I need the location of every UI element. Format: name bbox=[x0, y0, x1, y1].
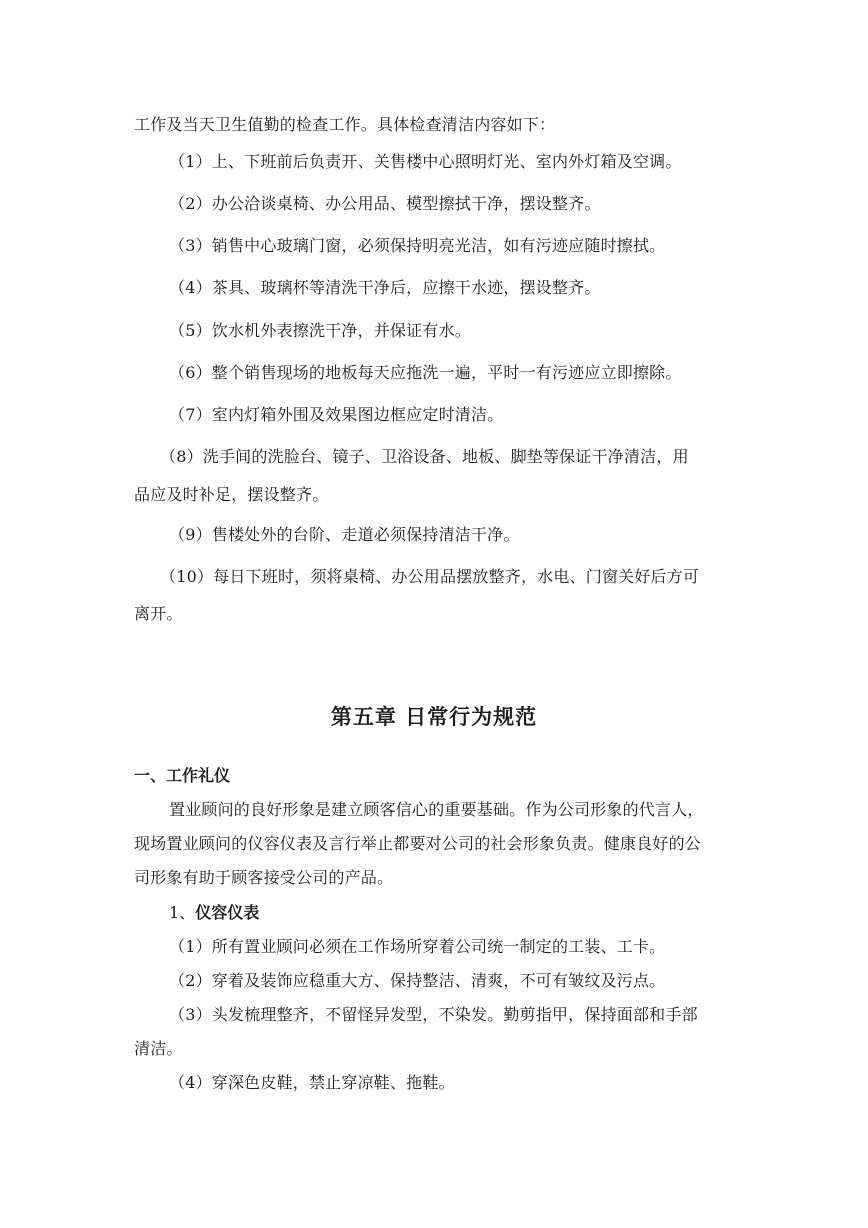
appearance-item: （4）穿深色皮鞋，禁止穿凉鞋、拖鞋。 bbox=[169, 1073, 455, 1092]
cleaning-item-10-line2: 离开。 bbox=[134, 604, 183, 623]
chapter-title: 第五章 日常行为规范 bbox=[330, 705, 538, 729]
cleaning-item: （1）上、下班前后负责开、关售楼中心照明灯光、室内外灯箱及空调。 bbox=[169, 152, 682, 171]
subsection-label: 仪容仪表 bbox=[195, 903, 260, 922]
cleaning-item-10-line1: （10）每日下班时，须将桌椅、办公用品摆放整齐，水电、门窗关好后方可 bbox=[160, 567, 700, 586]
appearance-item-3-line1: （3）头发梳理整齐，不留怪异发型，不染发。勤剪指甲，保持面部和手部 bbox=[169, 1005, 698, 1024]
appearance-item: （2）穿着及装饰应稳重大方、保持整洁、清爽，不可有皱纹及污点。 bbox=[169, 971, 666, 990]
appearance-item: （1）所有置业顾问必须在工作场所穿着公司统一制定的工装、工卡。 bbox=[169, 937, 666, 956]
appearance-item-3-line2: 清洁。 bbox=[134, 1039, 183, 1058]
subsection-number: 1、 bbox=[169, 903, 196, 922]
cleaning-item: （3）销售中心玻璃门窗，必须保持明亮光洁，如有污迹应随时擦拭。 bbox=[169, 236, 666, 255]
section-paragraph-line: 现场置业顾问的仪容仪表及言行举止都要对公司的社会形象负责。健康良好的公 bbox=[134, 834, 702, 853]
section-heading: 一、工作礼仪 bbox=[134, 766, 231, 785]
cleaning-item: （7）室内灯箱外围及效果图边框应定时清洁。 bbox=[169, 405, 504, 424]
cleaning-item-8-line2: 品应及时补足，摆设整齐。 bbox=[134, 485, 329, 504]
cleaning-item-8-line1: （8）洗手间的洗脸台、镜子、卫浴设备、地板、脚垫等保证干净清洁，用 bbox=[160, 447, 689, 466]
cleaning-item: （4）茶具、玻璃杯等清洗干净后，应擦干水迹，摆设整齐。 bbox=[169, 278, 601, 297]
cleaning-item: （2）办公洽谈桌椅、办公用品、模型擦拭干净，摆设整齐。 bbox=[169, 194, 601, 213]
section-paragraph-line: 司形象有助于顾客接受公司的产品。 bbox=[134, 868, 394, 887]
cleaning-item: （5）饮水机外表擦洗干净，并保证有水。 bbox=[169, 321, 471, 340]
cleaning-item: （6）整个销售现场的地板每天应拖洗一遍，平时一有污迹应立即擦除。 bbox=[169, 363, 682, 382]
subsection-heading bbox=[169, 903, 259, 923]
section-paragraph-line: 置业顾问的良好形象是建立顾客信心的重要基础。作为公司形象的代言人， bbox=[169, 800, 704, 819]
intro-line: 工作及当天卫生值勤的检查工作。具体检查清洁内容如下： bbox=[134, 115, 556, 134]
cleaning-item-9: （9）售楼处外的台阶、走道必须保持清洁干净。 bbox=[169, 525, 520, 544]
